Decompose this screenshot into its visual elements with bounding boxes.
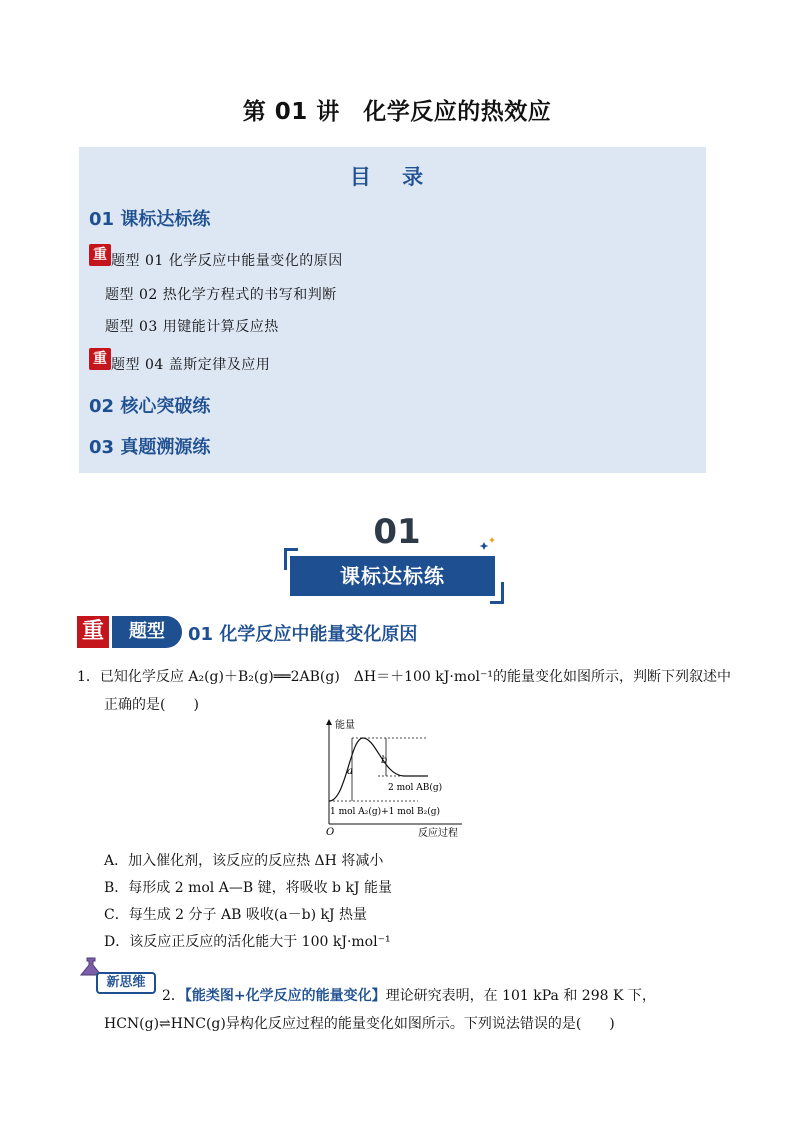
table-of-contents — [79, 147, 706, 473]
toc-item-type-02[interactable]: 题型 02 热化学方程式的书写和判断 — [105, 287, 337, 303]
key-type-badge: 重 — [77, 616, 109, 648]
key-badge-1: 重 — [89, 244, 111, 266]
q2-stem-rest: 理论研究表明，在 101 kPa 和 298 K 下， — [385, 988, 656, 1004]
section-banner: 课标达标练 — [290, 556, 495, 596]
y-axis-label: 能量 — [335, 720, 355, 731]
q1-option-a[interactable]: A．加入催化剂，该反应的反应热 ΔH 将减小 — [104, 853, 384, 869]
label-b: b — [381, 755, 388, 766]
toc-heading: 目 录 — [349, 165, 436, 189]
q2-stem-line1 — [162, 985, 656, 1005]
toc-section-1[interactable]: 01 课标达标练 — [89, 209, 211, 230]
q1-stem-line1: 1．已知化学反应 A₂(g)＋B₂(g)══2AB(g) ΔH＝＋100 kJ·mol⁻¹的能量变化如图所示，判断下列叙述中 — [77, 669, 732, 685]
toc-section-2[interactable]: 02 核心突破练 — [89, 396, 211, 417]
q1-option-c[interactable]: C．每生成 2 分子 AB 吸收(a－b) kJ 热量 — [104, 907, 368, 923]
toc-item-type-03[interactable]: 题型 03 用键能计算反应热 — [105, 319, 279, 335]
reactant-label: 1 mol A₂(g)+1 mol B₂(g) — [330, 807, 440, 817]
toc-section-3[interactable]: 03 真题溯源练 — [89, 437, 211, 458]
q2-stem-line2: HCN(g)⇌HNC(g)异构化反应过程的能量变化如图所示。下列说法错误的是( ) — [104, 1016, 615, 1032]
q2-number: 2． — [162, 988, 185, 1004]
sparkle-icon — [476, 536, 498, 554]
new-thinking-badge: 新思维 — [96, 972, 156, 994]
key-badge-4: 重 — [89, 348, 111, 370]
toc-item-type-04[interactable]: 题型 04 盖斯定律及应用 — [111, 357, 271, 373]
section-number: 01 — [373, 512, 421, 552]
x-axis-label: 反应过程 — [418, 828, 458, 839]
q2-tag: 【能类图+化学反应的能量变化】 — [184, 988, 386, 1004]
toc-item-type-01[interactable]: 题型 01 化学反应中能量变化的原因 — [111, 253, 343, 269]
product-label: 2 mol AB(g) — [388, 783, 443, 793]
page-title: 第 01 讲 化学反应的热效应 — [242, 99, 552, 125]
energy-diagram — [318, 716, 468, 840]
origin-label: O — [326, 827, 335, 838]
q1-stem-line2: 正确的是( ) — [104, 697, 199, 713]
q1-option-b[interactable]: B．每形成 2 mol A—B 键，将吸收 b kJ 能量 — [104, 880, 392, 896]
type-title: 01 化学反应中能量变化原因 — [188, 624, 418, 645]
type-tag: 题型 — [112, 616, 182, 648]
q1-option-d[interactable]: D．该反应正反应的活化能大于 100 kJ·mol⁻¹ — [104, 934, 391, 950]
label-a: a — [347, 766, 353, 777]
